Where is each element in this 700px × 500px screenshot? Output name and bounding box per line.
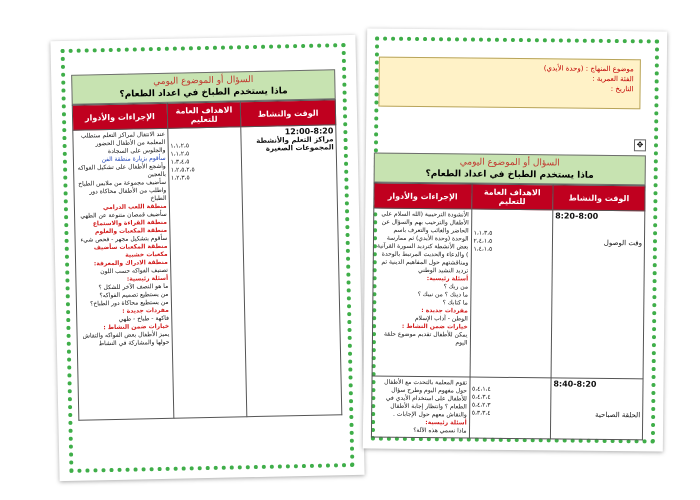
left-header-question: ماذا يستخدم الطباخ في اعداد الطعام؟ <box>119 86 288 100</box>
left-col-procedures: الإجراءات والأدوار <box>72 103 167 130</box>
info-line3: التاريخ : <box>610 84 634 94</box>
right-time-cell-1 <box>551 210 645 379</box>
procedure-line: خيارات ضمن النشاط : <box>103 322 170 332</box>
table-row <box>371 376 643 440</box>
right-plan-table <box>371 183 646 441</box>
left-lesson-table <box>71 69 342 420</box>
procedure-line: منطقة المكعبات سأضيف مكعبات خشبية <box>93 242 168 259</box>
procedure-line: يمكن للأطفال تقديم موضوع حلقة اليوم <box>383 330 468 347</box>
curriculum-info-box <box>378 57 641 110</box>
procedure-line: ماذا نسمي هذه الآلة؟ <box>413 426 467 435</box>
procedure-line: مفردات جديدة : <box>421 307 468 315</box>
procedure-line: ما دينك ؟ من نبيك ؟ <box>417 290 469 299</box>
left-col-objectives: الاهداف العامة للتعليم <box>167 102 241 129</box>
left-plan-table <box>72 99 343 420</box>
right-objectives-cell-1: ١،١،٣،٥ ٢،٤،١،٥ ١،٤،١،٥ <box>470 209 553 378</box>
procedure-line: يميز الأطفال بعض الفواكه والتقاش حولها والمشاركة في النشاط <box>82 330 170 348</box>
table-row <box>372 208 645 379</box>
procedure-line: ما كتابك ؟ <box>442 299 468 307</box>
left-time-cell <box>241 125 342 417</box>
procedure-line: أسئلة رئيسية: <box>126 274 169 283</box>
left-objectives-cell: ١،١،٢،٥ ١،١،٢،٥ ١،٣،٤،٥ ١،٢،٥،٢،٥ ١،٢،٣،٥ <box>167 127 247 418</box>
right-procedures-cell-1 <box>372 208 471 377</box>
right-time-cell-2 <box>550 378 643 440</box>
procedure-line: تقوم المعلمة بالتحدث مع الأطفال حول مفهوم اليوم وطرح سؤال للأطفال على استخدام الأيدي في الطعام ؟ وانتظار إجابة الأطفال والنقاش معهم حول الإجابات . <box>384 378 468 419</box>
left-col-time: الوقت والنشاط <box>241 100 336 127</box>
right-document-page <box>363 28 667 451</box>
procedure-line: منطقة اللعب الدرامي <box>102 202 167 212</box>
move-icon[interactable]: ✥ <box>634 139 646 151</box>
right-col-procedures: الإجراءات والأدوار <box>374 183 472 209</box>
left-activity: مراكز التعلم والأنشطة المجموعات الصغيرة <box>256 135 334 153</box>
procedure-line: من ربك ؟ <box>443 283 469 291</box>
procedure-line: تصنيف الفواكه حسب اللون <box>100 266 169 276</box>
right-time-2: 8:40-8:20 <box>553 379 597 389</box>
procedure-line: سأضيف قمصان متنوعة عن الطهي <box>80 210 167 220</box>
procedure-line: مفردات جديدة : <box>122 306 169 315</box>
procedure-line: عند الانتقال لمراكز التعلم ستطلب المعلمة من الأطفال الحضور والجلوس على السجادة <box>80 130 166 156</box>
left-procedures-cell <box>73 128 174 420</box>
right-time-1: 8:20-8:00 <box>555 211 599 221</box>
left-document-page <box>50 35 364 481</box>
procedure-line: سأقوم بزيارة منطقة الفن <box>101 154 166 164</box>
procedure-line: منطقة القراءة والاستماع <box>92 218 168 228</box>
right-procedures-cell-2 <box>371 376 469 438</box>
procedure-line: منطقة الادراك والمعرفة: <box>93 258 168 268</box>
procedure-line: سأقوم بتشكيل مجهر - فحص شيء <box>80 234 168 244</box>
right-daily-question-header <box>374 153 646 186</box>
procedure-line: خيارات ضمن النشاط : <box>401 322 468 331</box>
procedure-line: الأنشودة الترحيبية (الله السلام على الأطفال والترحيب بهم والسؤال عن الحاضر والغائب والتعرف باسم الوحدة (وحدة الأيدي) ثم ممارسة بعض الأنشطة كترديد السورة القرآنية ) والدعاء والحديث المرتبط بالوحدة ومناقشتهم حول المفاهيم الدينية ثم ترديد النشيد الوطني <box>377 210 469 275</box>
procedure-line: أسئلة رئيسية: <box>426 275 469 283</box>
left-header-line1: السؤال أو الموضوع اليومي <box>153 75 254 88</box>
procedure-line: ما هو النصف الآخر للشكل ؟ <box>98 282 169 292</box>
right-col-time: الوقت والنشاط <box>553 185 645 211</box>
right-header-question: ماذا يستخدم الطباخ في اعداد الطعام؟ <box>425 169 594 181</box>
procedure-line: من يستطيع تصميم الفواكه؟ <box>99 290 169 300</box>
right-col-objectives: الاهداف العامة للتعليم <box>471 184 553 210</box>
right-header-line1: السؤال أو الموضوع اليومي <box>459 157 560 169</box>
right-lesson-table <box>371 153 646 441</box>
procedure-line: أسئلة رئيسية: <box>425 419 467 427</box>
info-line1: موضوع المنهاج : (وحدة الأيدي) <box>543 64 634 74</box>
left-time: 12:00-8:20 <box>284 126 334 137</box>
procedure-line: فاكهة - طباخ - طهي <box>118 314 170 323</box>
info-line2: الفئة العمرية : <box>592 74 634 84</box>
procedure-line: منطقة المكعبات والعلوم <box>94 226 168 236</box>
procedure-line: الوطن - آداب الإسلام <box>414 314 468 323</box>
right-objectives-cell-2: ٥،٤،١،٤ ٥،٤،٣،٤ ٥،٤،٢،٣ ٥،٣،٣،٤ <box>469 377 551 439</box>
procedure-line: من يستطيع محاكاة دور الطباخ؟ <box>90 298 169 308</box>
procedure-line: سأضيف مجموعة من ملابس الطباخ واطلب من الأطفال محاكاة دور الطباخ <box>78 178 167 203</box>
procedure-line: وأشجع الأطفال على تشكيل الفواكه بالعجين <box>77 162 167 179</box>
right-activity-2: الحلقة الصباحية <box>595 410 641 420</box>
right-activity-1: وقت الوصول <box>603 238 643 248</box>
